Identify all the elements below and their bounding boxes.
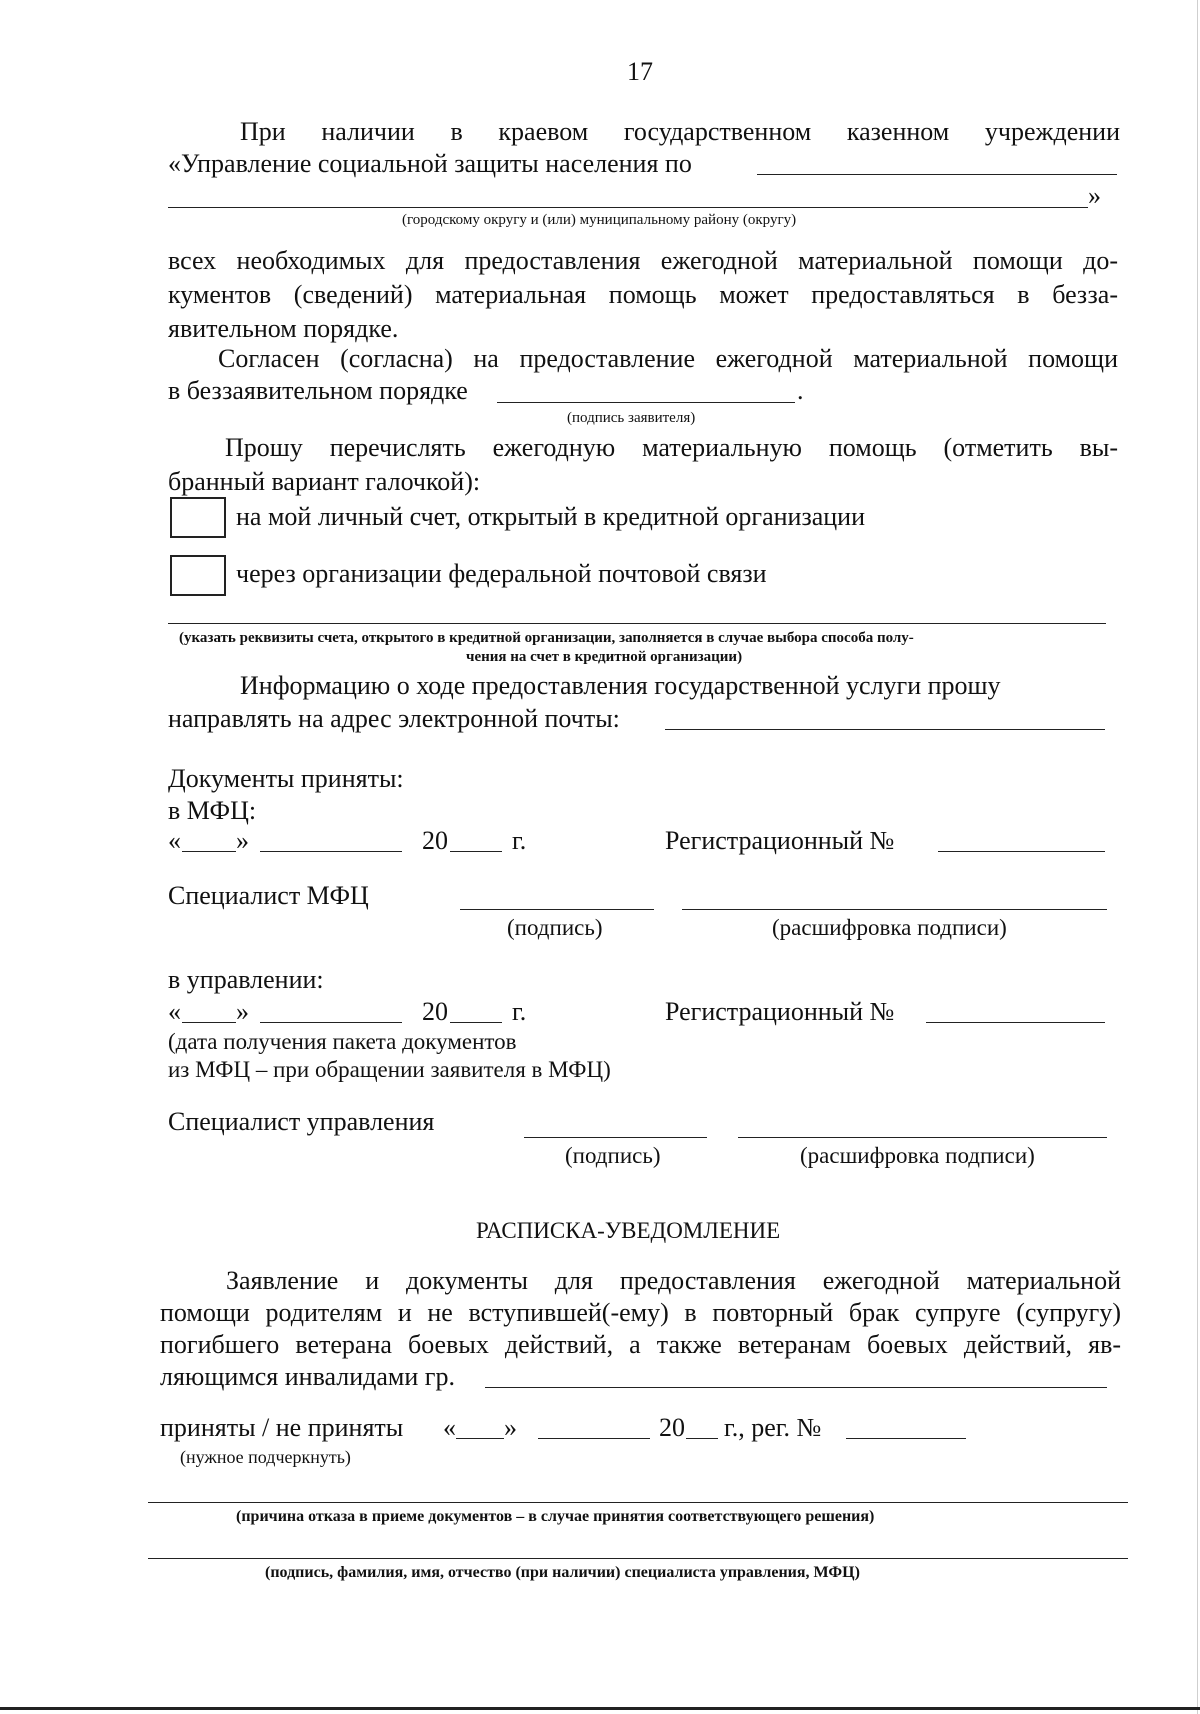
dept-signature-line[interactable] [524,1137,707,1138]
p1-caption: (городскому округу и (или) муниципальному району (округу) [402,212,797,228]
dept-day-line[interactable] [182,1022,236,1023]
page-number: 17 [627,57,653,86]
email-input-line[interactable] [665,729,1105,730]
mfc-date-quote-open: « [168,826,181,855]
dept-reg-label: Регистрационный № [665,997,895,1026]
dept-signature-caption: (подпись) [565,1143,661,1168]
scan-edge-bottom [0,1707,1200,1710]
refusal-caption: (причина отказа в приеме документов – в случае принятия соответствующего решения) [236,1508,875,1525]
receipt-year-line[interactable] [686,1438,718,1439]
dept-month-line[interactable] [260,1022,402,1023]
receipt-quote-open: « [443,1413,456,1442]
mfc-reg-label: Регистрационный № [665,826,895,855]
dept-specialist-label: Специалист управления [168,1107,435,1136]
receipt-month-line[interactable] [538,1438,650,1439]
consent-dot: . [797,376,804,405]
p1-fill-line-1[interactable] [757,174,1117,175]
mfc-day-line[interactable] [182,851,236,852]
p1-close-quote: » [1088,181,1101,210]
mfc-year-line[interactable] [450,851,502,852]
receipt-year-prefix: 20 [659,1413,685,1442]
email-line2: направлять на адрес электронной почты: [168,704,620,733]
mfc-signature-line[interactable] [460,909,654,910]
dept-year-line[interactable] [450,1022,502,1023]
p1-line1: При наличии в краевом государственном казенном учреждении [240,117,1120,146]
receipt-line1: Заявление и документы для предоставления ежегодной материальной [226,1266,1121,1295]
receipt-line3: погибшего ветерана боевых действий, а также ветеранам боевых действий, яв- [160,1330,1121,1359]
mfc-year-prefix: 20 [422,826,448,855]
p2-line1: всех необходимых для предоставления ежегодной материальной помощи до- [168,246,1118,275]
mfc-date-quote-close: » [236,826,249,855]
receipt-reg-line[interactable] [846,1438,966,1439]
receipt-underline-note: (нужное подчеркнуть) [180,1447,351,1467]
consent-line2: в беззаявительном порядке [168,376,468,405]
p1-line2: «Управление социальной защиты населения по [168,149,692,178]
dept-label: в управлении: [168,965,324,994]
receipt-year-suffix: г., рег. № [724,1413,822,1442]
dept-year-prefix: 20 [422,997,448,1026]
account-caption-1: (указать реквизиты счета, открытого в кредитной организации, заполняется в случае выбора способа полу- [179,630,914,646]
transfer-line2: бранный вариант галочкой): [168,467,481,496]
signer-caption: (подпись, фамилия, имя, отчество (при наличии) специалиста управления, МФЦ) [265,1564,860,1581]
receipt-status: приняты / не приняты [160,1413,404,1442]
mfc-decode-line[interactable] [682,909,1107,910]
email-line1: Информацию о ходе предоставления государственной услуги прошу [240,671,1001,700]
consent-signature-line[interactable] [497,402,795,403]
option2-checkbox[interactable] [170,555,226,596]
refusal-reason-line[interactable] [148,1502,1128,1503]
scan-edge-right [1197,0,1198,1714]
mfc-year-suffix: г. [512,826,527,855]
transfer-line1: Прошу перечислять ежегодную материальную помощь (отметить вы- [225,433,1118,462]
p2-line3: явительном порядке. [168,314,399,343]
receipt-line2: помощи родителям и не вступившей(-ему) в повторный брак супруге (супругу) [160,1298,1121,1327]
dept-note-1: (дата получения пакета документов [168,1029,517,1054]
dept-year-suffix: г. [512,997,527,1026]
receipt-line4: ляющимся инвалидами гр. [160,1362,455,1391]
mfc-signature-caption: (подпись) [507,915,603,940]
receipt-group-line[interactable] [485,1387,1107,1388]
dept-decode-caption: (расшифровка подписи) [800,1143,1035,1168]
mfc-reg-line[interactable] [938,851,1105,852]
receipt-day-line[interactable] [456,1438,504,1439]
accepted-heading: Документы приняты: [168,764,404,793]
consent-caption: (подпись заявителя) [567,410,696,426]
dept-note-2: из МФЦ – при обращении заявителя в МФЦ) [168,1057,611,1082]
mfc-specialist-label: Специалист МФЦ [168,881,369,910]
p2-line2: кументов (сведений) материальная помощь может предоставляться в безза- [168,280,1118,309]
mfc-month-line[interactable] [260,851,402,852]
option1-checkbox[interactable] [170,497,226,538]
account-details-line[interactable] [168,623,1106,624]
signer-line[interactable] [148,1558,1128,1559]
option2-label: через организации федеральной почтовой связи [236,559,767,588]
p1-fill-line-2[interactable] [168,207,1088,208]
dept-reg-line[interactable] [926,1022,1105,1023]
receipt-title: РАСПИСКА-УВЕДОМЛЕНИЕ [476,1218,781,1243]
dept-decode-line[interactable] [738,1137,1107,1138]
mfc-label: в МФЦ: [168,796,257,825]
account-caption-2: чения на счет в кредитной организации) [466,649,743,665]
receipt-quote-close: » [504,1413,517,1442]
dept-date-quote-close: » [236,997,249,1026]
mfc-decode-caption: (расшифровка подписи) [772,915,1007,940]
option1-label: на мой личный счет, открытый в кредитной организации [236,502,866,531]
dept-date-quote-open: « [168,997,181,1026]
consent-line1: Согласен (согласна) на предоставление ежегодной материальной помощи [218,344,1118,373]
